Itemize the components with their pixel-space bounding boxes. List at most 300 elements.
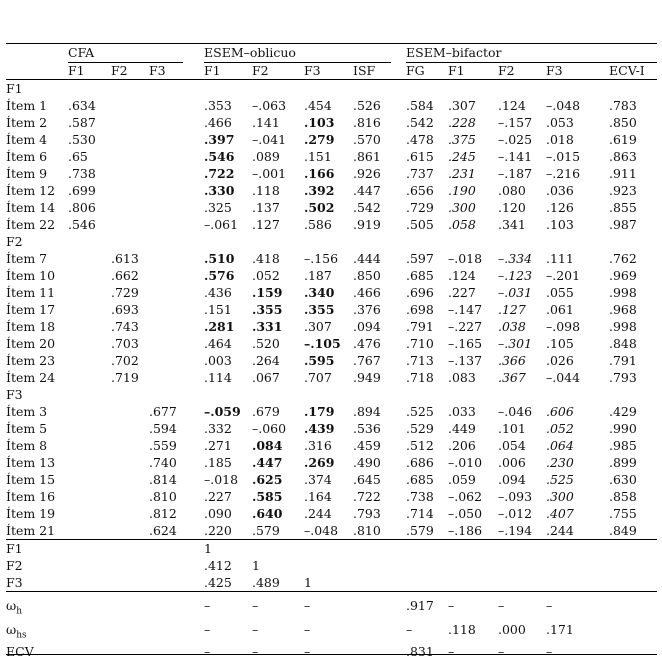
section-title: F1 — [6, 81, 23, 96]
table-cell: .512 — [406, 438, 434, 453]
table-cell: .949 — [353, 370, 381, 385]
row-label-subscript: hs — [16, 630, 27, 641]
table-cell: .141 — [252, 115, 280, 130]
table-cell: .171 — [546, 622, 574, 637]
table-cell: .677 — [149, 404, 177, 419]
column-header: F1 — [204, 63, 221, 78]
row-label: Ítem 15 — [6, 472, 56, 487]
table-cell: .307 — [448, 98, 476, 113]
table-cell: .281 — [204, 319, 235, 334]
table-cell: .053 — [546, 115, 574, 130]
table-cell: .331 — [252, 319, 283, 334]
row-label: $\omega_h$ — [6, 598, 22, 617]
table-cell: .855 — [609, 200, 637, 215]
table-cell: .187 — [304, 268, 332, 283]
table-cell: .307 — [304, 319, 332, 334]
table-cell: .502 — [304, 200, 335, 215]
row-label: Ítem 13 — [6, 455, 56, 470]
table-cell: –.187 — [498, 166, 533, 181]
table-cell: .061 — [546, 302, 574, 317]
table-cell: –.059 — [204, 404, 241, 419]
table-cell: .525 — [406, 404, 434, 419]
table-cell: .227 — [448, 285, 476, 300]
table-cell: .244 — [304, 506, 332, 521]
row-label: ECV — [6, 644, 34, 659]
table-cell: .755 — [609, 506, 637, 521]
table-cell: .159 — [252, 285, 283, 300]
table-cell: .729 — [406, 200, 434, 215]
table-cell: .166 — [304, 166, 335, 181]
table-cell: .127 — [252, 217, 280, 232]
table-cell: .510 — [204, 251, 235, 266]
table-cell: .151 — [304, 149, 332, 164]
table-cell: .710 — [406, 336, 434, 351]
table-cell: .529 — [406, 421, 434, 436]
table-cell: .118 — [448, 622, 476, 637]
table-cell: .228 — [448, 115, 476, 130]
table-cell: .367 — [498, 370, 526, 385]
row-label: Ítem 4 — [6, 132, 48, 147]
row-label: Ítem 8 — [6, 438, 48, 453]
column-header: F3 — [546, 63, 563, 78]
table-cell: .831 — [406, 644, 434, 659]
table-cell: –.201 — [546, 268, 581, 283]
table-cell: .447 — [353, 183, 381, 198]
table-cell: .429 — [609, 404, 637, 419]
table-cell: .729 — [111, 285, 139, 300]
column-header: F2 — [498, 63, 515, 78]
table-cell: .579 — [406, 523, 434, 538]
table-cell: –.105 — [304, 336, 341, 351]
group-header: ESEM–bifactor — [406, 45, 502, 60]
table-cell: – — [252, 644, 259, 659]
table-cell: .718 — [406, 370, 434, 385]
table-cell: – — [304, 644, 311, 659]
table-cell: .998 — [609, 285, 637, 300]
table-cell: .917 — [406, 598, 434, 613]
table-cell: .120 — [498, 200, 526, 215]
table-cell: .454 — [304, 98, 332, 113]
table-cell: –.018 — [448, 251, 483, 266]
table-cell: .355 — [304, 302, 335, 317]
table-cell: –.061 — [204, 217, 239, 232]
table-cell: .968 — [609, 302, 637, 317]
table-cell: .412 — [204, 558, 232, 573]
table-cell: .084 — [252, 438, 283, 453]
table-cell: –.018 — [204, 472, 239, 487]
table-cell: .244 — [546, 523, 574, 538]
table-cell: .466 — [204, 115, 232, 130]
table-cell: .464 — [204, 336, 232, 351]
table-cell: .699 — [68, 183, 96, 198]
table-cell: .606 — [546, 404, 574, 419]
table-cell: .625 — [252, 472, 283, 487]
table-cell: .926 — [353, 166, 381, 181]
table-cell: –.186 — [448, 523, 483, 538]
table-cell: –.147 — [448, 302, 483, 317]
header-rule — [6, 79, 657, 80]
table-cell: –.010 — [448, 455, 483, 470]
table-cell: .179 — [304, 404, 335, 419]
table-cell: –.044 — [546, 370, 581, 385]
table-cell: .526 — [353, 98, 381, 113]
table-cell: .969 — [609, 268, 637, 283]
table-cell: –.227 — [448, 319, 483, 334]
table-cell: .033 — [448, 404, 476, 419]
table-cell: .542 — [353, 200, 381, 215]
table-cell: .407 — [546, 506, 574, 521]
table-cell: .300 — [448, 200, 476, 215]
table-cell: .640 — [252, 506, 283, 521]
table-cell: .375 — [448, 132, 476, 147]
row-label: Ítem 24 — [6, 370, 56, 385]
table-cell: –.137 — [448, 353, 483, 368]
table-cell: .114 — [204, 370, 232, 385]
table-cell: .985 — [609, 438, 637, 453]
row-label: Ítem 6 — [6, 149, 48, 164]
row-label: Ítem 12 — [6, 183, 56, 198]
table-cell: .094 — [498, 472, 526, 487]
table-cell: .686 — [406, 455, 434, 470]
table-cell: .476 — [353, 336, 381, 351]
table-cell: .738 — [68, 166, 96, 181]
table-cell: .330 — [204, 183, 235, 198]
table-cell: –.060 — [252, 421, 287, 436]
table-cell: –.050 — [448, 506, 483, 521]
table-cell: .559 — [149, 438, 177, 453]
table-cell: .810 — [353, 523, 381, 538]
table-cell: –.194 — [498, 523, 533, 538]
table-cell: 1 — [304, 575, 312, 590]
table-cell: .003 — [204, 353, 232, 368]
table-cell: –.123 — [498, 268, 533, 283]
group-header: ESEM–oblicuo — [204, 45, 296, 60]
table-cell: .698 — [406, 302, 434, 317]
table-cell: .353 — [204, 98, 232, 113]
table-cell: .767 — [353, 353, 381, 368]
table-cell: – — [498, 598, 505, 613]
row-label: Ítem 20 — [6, 336, 56, 351]
table-cell: .111 — [546, 251, 574, 266]
table-cell: .546 — [68, 217, 96, 232]
table-cell: – — [546, 598, 553, 613]
row-label: F3 — [6, 575, 23, 590]
table-cell: .685 — [406, 472, 434, 487]
table-cell: .848 — [609, 336, 637, 351]
column-header: FG — [406, 63, 425, 78]
table-cell: .595 — [304, 353, 335, 368]
table-cell: .849 — [609, 523, 637, 538]
table-cell: .579 — [252, 523, 280, 538]
table-cell: –.157 — [498, 115, 533, 130]
table-cell: .615 — [406, 149, 434, 164]
table-cell: .743 — [111, 319, 139, 334]
table-cell: 1 — [252, 558, 260, 573]
table-cell: .576 — [204, 268, 235, 283]
table-cell: .124 — [498, 98, 526, 113]
row-label: Ítem 16 — [6, 489, 56, 504]
table-cell: .103 — [546, 217, 574, 232]
table-cell: .696 — [406, 285, 434, 300]
table-cell: .089 — [252, 149, 280, 164]
table-cell: .279 — [304, 132, 335, 147]
table-cell: .812 — [149, 506, 177, 521]
table-cell: –.041 — [252, 132, 287, 147]
column-header: ISF — [353, 63, 376, 78]
table-cell: .863 — [609, 149, 637, 164]
table-cell: .449 — [448, 421, 476, 436]
table-cell: .264 — [252, 353, 280, 368]
table-cell: .118 — [252, 183, 280, 198]
table-cell: .036 — [546, 183, 574, 198]
table-cell: .355 — [252, 302, 283, 317]
column-header: F2 — [252, 63, 269, 78]
table-cell: .525 — [546, 472, 574, 487]
table-cell: .478 — [406, 132, 434, 147]
table-cell: .000 — [498, 622, 526, 637]
table-cell: –.334 — [498, 251, 533, 266]
table-cell: .101 — [498, 421, 526, 436]
table-cell: .230 — [546, 455, 574, 470]
table-cell: .341 — [498, 217, 526, 232]
group-header: CFA — [68, 45, 95, 60]
table-cell: .634 — [68, 98, 96, 113]
section-title: F3 — [6, 387, 23, 402]
table-cell: .679 — [252, 404, 280, 419]
table-cell: – — [406, 622, 413, 637]
table-cell: –.062 — [448, 489, 483, 504]
table-cell: – — [204, 644, 211, 659]
table-cell: .740 — [149, 455, 177, 470]
column-header: ECV-I — [609, 63, 645, 78]
table-cell: .594 — [149, 421, 177, 436]
table-cell: .693 — [111, 302, 139, 317]
table-cell: .793 — [609, 370, 637, 385]
table-cell: .542 — [406, 115, 434, 130]
table-cell: .366 — [498, 353, 526, 368]
table-cell: –.046 — [498, 404, 533, 419]
table-cell: –.093 — [498, 489, 533, 504]
table-cell: .397 — [204, 132, 235, 147]
table-cell: .064 — [546, 438, 574, 453]
table-cell: .425 — [204, 575, 232, 590]
column-header: F3 — [304, 63, 321, 78]
row-label: $\omega_{hs}$ — [6, 622, 27, 641]
table-cell: .459 — [353, 438, 381, 453]
table-cell: .164 — [304, 489, 332, 504]
section-title: F2 — [6, 234, 23, 249]
table-cell: .376 — [353, 302, 381, 317]
table-cell: .374 — [304, 472, 332, 487]
table-cell: – — [448, 598, 455, 613]
row-label: Ítem 9 — [6, 166, 48, 181]
table-cell: .546 — [204, 149, 235, 164]
table-cell: .586 — [304, 217, 332, 232]
table-cell: 1 — [204, 541, 212, 556]
table-cell: .737 — [406, 166, 434, 181]
table-bottom-rule — [6, 654, 657, 655]
table-cell: .923 — [609, 183, 637, 198]
table-cell: – — [204, 622, 211, 637]
table-cell: .340 — [304, 285, 335, 300]
table-cell: .080 — [498, 183, 526, 198]
table-cell: .439 — [304, 421, 335, 436]
column-header: F1 — [448, 63, 465, 78]
table-cell: .894 — [353, 404, 381, 419]
table-cell: .630 — [609, 472, 637, 487]
table-cell: .300 — [546, 489, 574, 504]
table-cell: .231 — [448, 166, 476, 181]
table-cell: .530 — [68, 132, 96, 147]
table-cell: –.165 — [448, 336, 483, 351]
table-cell: .570 — [353, 132, 381, 147]
table-cell: .466 — [353, 285, 381, 300]
table-cell: .052 — [252, 268, 280, 283]
table-cell: .127 — [498, 302, 526, 317]
omega-rule — [6, 591, 657, 592]
column-header: F3 — [149, 63, 166, 78]
row-label: F2 — [6, 558, 23, 573]
table-cell: – — [448, 644, 455, 659]
table-cell: .707 — [304, 370, 332, 385]
table-cell: .067 — [252, 370, 280, 385]
table-cell: –.301 — [498, 336, 533, 351]
table-cell: .316 — [304, 438, 332, 453]
table-cell: .899 — [609, 455, 637, 470]
table-cell: .103 — [304, 115, 335, 130]
table-cell: .489 — [252, 575, 280, 590]
table-cell: .418 — [252, 251, 280, 266]
table-cell: .190 — [448, 183, 476, 198]
table-cell: .850 — [353, 268, 381, 283]
row-label: Ítem 17 — [6, 302, 56, 317]
table-cell: –.156 — [304, 251, 339, 266]
table-cell: .702 — [111, 353, 139, 368]
row-label: Ítem 3 — [6, 404, 48, 419]
table-cell: .703 — [111, 336, 139, 351]
table-cell: – — [252, 598, 259, 613]
table-cell: .65 — [68, 149, 88, 164]
table-cell: .584 — [406, 98, 434, 113]
table-cell: .619 — [609, 132, 637, 147]
table-cell: –.031 — [498, 285, 533, 300]
table-cell: .806 — [68, 200, 96, 215]
table-cell: .662 — [111, 268, 139, 283]
table-cell: –.012 — [498, 506, 533, 521]
table-cell: .990 — [609, 421, 637, 436]
table-cell: .722 — [204, 166, 235, 181]
table-cell: .185 — [204, 455, 232, 470]
table-cell: .105 — [546, 336, 574, 351]
table-cell: .058 — [448, 217, 476, 232]
table-cell: .206 — [448, 438, 476, 453]
table-cell: .520 — [252, 336, 280, 351]
correlations-rule — [6, 539, 657, 540]
row-label: Ítem 1 — [6, 98, 48, 113]
table-cell: .090 — [204, 506, 232, 521]
row-label: Ítem 22 — [6, 217, 56, 232]
table-cell: – — [304, 622, 311, 637]
table-cell: .392 — [304, 183, 335, 198]
table-cell: –.048 — [546, 98, 581, 113]
table-cell: –.025 — [498, 132, 533, 147]
table-cell: .585 — [252, 489, 283, 504]
table-cell: .137 — [252, 200, 280, 215]
row-label: Ítem 14 — [6, 200, 56, 215]
table-cell: .490 — [353, 455, 381, 470]
table-cell: .783 — [609, 98, 637, 113]
table-cell: .151 — [204, 302, 232, 317]
table-cell: – — [546, 644, 553, 659]
table-cell: .271 — [204, 438, 232, 453]
table-cell: .038 — [498, 319, 526, 334]
table-cell: .052 — [546, 421, 574, 436]
table-cell: .722 — [353, 489, 381, 504]
table-cell: .126 — [546, 200, 574, 215]
table-cell: .269 — [304, 455, 335, 470]
table-cell: .018 — [546, 132, 574, 147]
column-header: F1 — [68, 63, 85, 78]
table-cell: –.001 — [252, 166, 287, 181]
table-cell: .083 — [448, 370, 476, 385]
table-cell: .998 — [609, 319, 637, 334]
table-cell: .656 — [406, 183, 434, 198]
table-cell: .613 — [111, 251, 139, 266]
table-cell: .919 — [353, 217, 381, 232]
table-cell: –.048 — [304, 523, 339, 538]
table-cell: .814 — [149, 472, 177, 487]
table-cell: .791 — [406, 319, 434, 334]
table-cell: .597 — [406, 251, 434, 266]
table-cell: .026 — [546, 353, 574, 368]
table-cell: .816 — [353, 115, 381, 130]
table-cell: .227 — [204, 489, 232, 504]
table-cell: –.015 — [546, 149, 581, 164]
row-label: Ítem 7 — [6, 251, 48, 266]
row-label: F1 — [6, 541, 23, 556]
table-cell: .861 — [353, 149, 381, 164]
table-cell: .436 — [204, 285, 232, 300]
table-cell: .793 — [353, 506, 381, 521]
table-cell: –.063 — [252, 98, 287, 113]
table-cell: .714 — [406, 506, 434, 521]
table-cell: .719 — [111, 370, 139, 385]
table-cell: .858 — [609, 489, 637, 504]
table-cell: .536 — [353, 421, 381, 436]
row-label: Ítem 18 — [6, 319, 56, 334]
table-cell: .738 — [406, 489, 434, 504]
table-cell: .006 — [498, 455, 526, 470]
table-cell: .220 — [204, 523, 232, 538]
table-cell: .645 — [353, 472, 381, 487]
table-cell: –.098 — [546, 319, 581, 334]
table-cell: .447 — [252, 455, 283, 470]
table-cell: .624 — [149, 523, 177, 538]
table-cell: .055 — [546, 285, 574, 300]
table-cell: .094 — [353, 319, 381, 334]
table-cell: .332 — [204, 421, 232, 436]
table-cell: – — [498, 644, 505, 659]
table-cell: – — [252, 622, 259, 637]
table-top-rule — [6, 43, 657, 44]
row-label: Ítem 21 — [6, 523, 56, 538]
table-cell: .505 — [406, 217, 434, 232]
row-label-subscript: h — [16, 606, 22, 617]
table-cell: .911 — [609, 166, 637, 181]
table-cell: .325 — [204, 200, 232, 215]
table-cell: .850 — [609, 115, 637, 130]
table-cell: .810 — [149, 489, 177, 504]
